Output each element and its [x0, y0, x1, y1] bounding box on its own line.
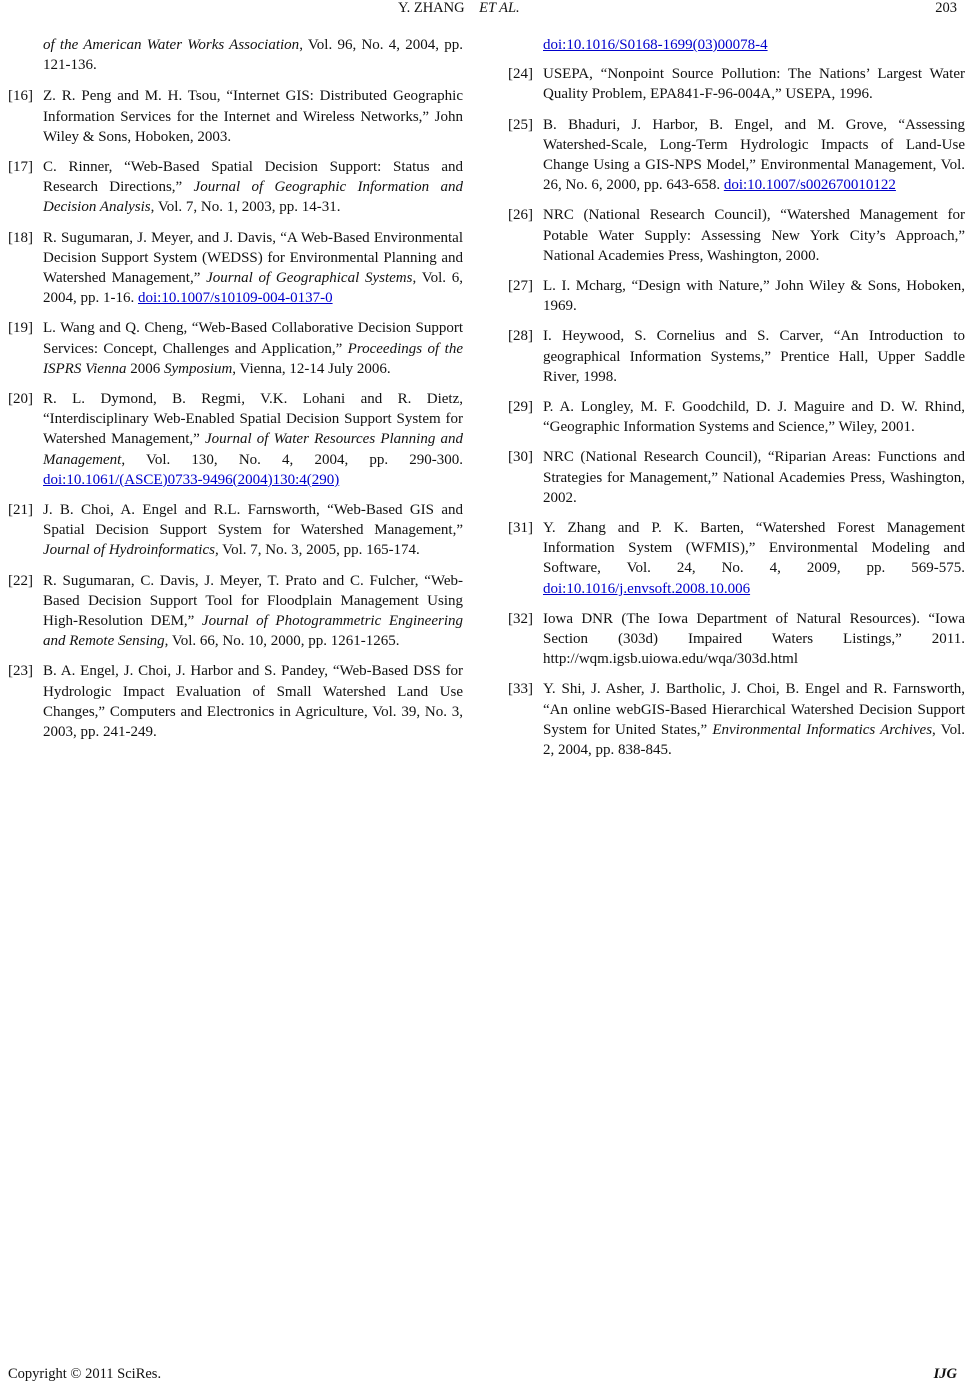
- reference-number: [16]: [8, 88, 33, 105]
- reference-text: [543, 609, 965, 670]
- reference-title-italic: Journal of Water Resources Planning and Management: [43, 431, 464, 468]
- reference-number: [22]: [8, 572, 33, 589]
- reference-title-italic: Proceedings of the ISPRS Vienna: [43, 340, 463, 377]
- reference-text: [43, 228, 463, 309]
- reference-text: [43, 157, 463, 218]
- reference-segment: B. A. Engel, J. Choi, J. Harbor and S. Pandey, “Web-Based DSS for Hydrologic Impact Evaluation of Small Watershed Land Use Changes,” Computers and Electronics in Agriculture, Vol. 39, No. 3, 2003, pp. 241-249.: [43, 663, 463, 741]
- reference-item: [508, 518, 965, 599]
- reference-item: [8, 157, 463, 218]
- reference-number: [23]: [8, 663, 33, 680]
- reference-number: [33]: [508, 681, 533, 698]
- reference-segment: C. Rinner, “Web-Based Spatial Decision Support: Status and Research Directions,”: [43, 159, 463, 196]
- reference-number: [25]: [508, 116, 533, 133]
- reference-text: [543, 205, 965, 266]
- footer-copyright: Copyright © 2011 SciRes.: [8, 1366, 162, 1382]
- reference-text: [543, 64, 965, 104]
- reference-item: [508, 397, 965, 437]
- reference-text: [543, 679, 965, 760]
- reference-segment: , Vol. 7, No. 3, 2005, pp. 165-174.: [214, 542, 420, 559]
- reference-segment: USEPA, “Nonpoint Source Pollution: The Nations’ Largest Water Quality Problem, EPA841-F-96-004A,” USEPA, 1996.: [543, 66, 965, 103]
- reference-text: [543, 397, 965, 437]
- reference-number: [18]: [8, 229, 33, 246]
- reference-title-italic: Journal of Geographical Systems: [206, 270, 413, 287]
- doi-link[interactable]: doi:10.1016/S0168-1699(03)00078-4: [543, 37, 768, 53]
- reference-segment: P. A. Longley, M. F. Goodchild, D. J. Maguire and D. W. Rhind, “Geographic Information Systems and Science,” Wiley, 2001.: [543, 399, 965, 436]
- reference-item: [508, 205, 965, 266]
- reference-item: [508, 609, 965, 670]
- reference-segment: , Vol. 66, No. 10, 2000, pp. 1261-1265.: [164, 633, 400, 650]
- reference-item: [508, 276, 965, 316]
- reference-text: [543, 326, 965, 387]
- reference-segment: J. B. Choi, A. Engel and R.L. Farnsworth, “Web-Based GIS and Spatial Decision Support System for Watershed Management,”: [43, 502, 463, 539]
- reference-segment: NRC (National Research Council), “Watershed Management for Potable Water Supply: Assessing New York City’s Approach,” National Academies Press, Washington, 2000.: [543, 207, 965, 264]
- header-author: Y. ZHANG: [398, 0, 465, 16]
- reference-number: [30]: [508, 449, 533, 466]
- reference-text: [543, 447, 965, 508]
- reference-segment: L. I. Mcharg, “Design with Nature,” John Wiley & Sons, Hoboken, 1969.: [543, 278, 965, 315]
- running-header: [398, 0, 520, 17]
- reference-item: [8, 389, 463, 490]
- reference-text: [43, 500, 463, 561]
- reference-segment: NRC (National Research Council), “Riparian Areas: Functions and Strategies for Management,” National Academies Press, Washington, 2002.: [543, 449, 965, 506]
- reference-segment: Iowa DNR (The Iowa Department of Natural Resources). “Iowa Section (303d) Impaired Waters Listings,” 2011. http://wqm.igsb.uiowa.edu/wqa/303d.html: [543, 610, 965, 668]
- reference-segment: Y. Shi, J. Asher, J. Bartholic, J. Choi, B. Engel and R. Farnsworth, “An online webGIS-Based Hierarchical Watershed Decision Support System for United States,”: [543, 681, 965, 738]
- left-reference-list: [8, 86, 463, 742]
- reference-number: [24]: [508, 66, 533, 83]
- footer-journal: IJG: [933, 1366, 957, 1382]
- reference-segment: , Vol. 6, 2004, pp. 1-16.: [43, 270, 464, 307]
- reference-title-italic: Symposium: [163, 360, 233, 377]
- reference-number: [21]: [8, 502, 33, 519]
- reference-number: [28]: [508, 328, 533, 345]
- reference-title-italic: Journal of Geographic Information and Decision Analysis: [43, 179, 464, 216]
- reference-item: [8, 571, 463, 652]
- doi-link[interactable]: doi:10.1016/j.envsoft.2008.10.006: [543, 580, 751, 597]
- reference-item: [8, 228, 463, 309]
- reference-item: [8, 86, 463, 147]
- reference-segment: R. Sugumaran, J. Meyer, and J. Davis, “A Web-Based Environmental Decision Support System (WEDSS) for Environmental Planning and Watershed Management,”: [43, 229, 463, 287]
- right-reference-list: [508, 64, 965, 760]
- reference-segment: B. Bhaduri, J. Harbor, B. Engel, and M. Grove, “Assessing Watershed-Scale, Long-Term Hydrologic Impacts of Land-Use Change Using a GIS-NPS Model,” Environmental Management, Vol. 26, No. 6, 2000, pp. 643-658.: [543, 116, 965, 194]
- reference-text: [43, 389, 463, 490]
- reference-number: [27]: [508, 278, 533, 295]
- reference-continuation: [8, 35, 463, 75]
- reference-segment: R. L. Dymond, B. Regmi, V.K. Lohani and R. Dietz, “Interdisciplinary Web-Enabled Spatial Decision Support System for Watershed Management,”: [43, 391, 463, 448]
- reference-number: [32]: [508, 610, 533, 627]
- reference-item: [508, 326, 965, 387]
- reference-continuation-right: [508, 35, 965, 55]
- left-column: [8, 35, 463, 752]
- reference-number: [19]: [8, 320, 33, 337]
- continuation-rest: , Vol. 96, No. 4, 2004, pp. 121-136.: [43, 37, 463, 74]
- reference-item: [8, 500, 463, 561]
- reference-segment: L. Wang and Q. Cheng, “Web-Based Collaborative Decision Support Services: Concept, Challenges and Application,”: [43, 320, 463, 357]
- reference-number: [17]: [8, 159, 33, 176]
- continuation-journal: of the American Water Works Association: [43, 37, 300, 53]
- reference-number: [20]: [8, 391, 33, 408]
- reference-segment: , Vol. 7, No. 1, 2003, pp. 14-31.: [150, 199, 341, 216]
- reference-segment: , Vol. 2, 2004, pp. 838-845.: [543, 721, 965, 759]
- reference-segment: Z. R. Peng and M. H. Tsou, “Internet GIS: Distributed Geographic Information Services for the Internet and Wireless Networks,” John Wiley & Sons, Hoboken, 2003.: [43, 88, 463, 145]
- reference-segment: 2006: [126, 360, 164, 377]
- reference-number: [29]: [508, 399, 533, 416]
- reference-item: [8, 318, 463, 379]
- reference-title-italic: Journal of Photogrammetric Engineering and Remote Sensing: [43, 613, 463, 650]
- reference-segment: Y. Zhang and P. K. Barten, “Watershed Forest Management Information System (WFMIS),” Environmental Modeling and Software, Vol. 24, No. 4, 2009, pp. 569-575.: [543, 520, 965, 577]
- reference-segment: R. Sugumaran, C. Davis, J. Meyer, T. Prato and C. Fulcher, “Web-Based Decision Support Tool for Floodplain Management Using High-Resolution DEM,”: [43, 572, 463, 630]
- reference-text: [43, 661, 463, 742]
- right-column: [508, 35, 965, 770]
- reference-text: [543, 115, 965, 196]
- doi-link[interactable]: doi:10.1061/(ASCE)0733-9496(2004)130:4(290): [43, 471, 340, 488]
- reference-item: [508, 679, 965, 760]
- reference-item: [8, 661, 463, 742]
- reference-item: [508, 64, 965, 104]
- reference-text: [543, 276, 965, 316]
- header-et-al: ET AL.: [479, 0, 520, 16]
- reference-text: [43, 86, 463, 147]
- reference-title-italic: Environmental Informatics Archives: [712, 721, 933, 738]
- reference-text: [43, 318, 463, 379]
- page-number: 203: [935, 0, 957, 16]
- reference-text: [43, 571, 463, 652]
- reference-title-italic: Journal of Hydroinformatics: [43, 542, 215, 559]
- reference-item: [508, 447, 965, 508]
- reference-segment: , Vol. 130, No. 4, 2004, pp. 290-300.: [121, 451, 463, 468]
- reference-segment: , Vienna, 12-14 July 2006.: [232, 360, 391, 377]
- reference-number: [31]: [508, 520, 533, 537]
- reference-number: [26]: [508, 207, 533, 224]
- reference-item: [508, 115, 965, 196]
- doi-link[interactable]: doi:10.1007/s10109-004-0137-0: [138, 290, 333, 307]
- doi-link[interactable]: doi:10.1007/s002670010122: [723, 177, 896, 194]
- reference-segment: I. Heywood, S. Cornelius and S. Carver, “An Introduction to geographical Information Systems,” Prentice Hall, Upper Saddle River, 1998.: [543, 328, 965, 385]
- reference-text: [543, 518, 965, 599]
